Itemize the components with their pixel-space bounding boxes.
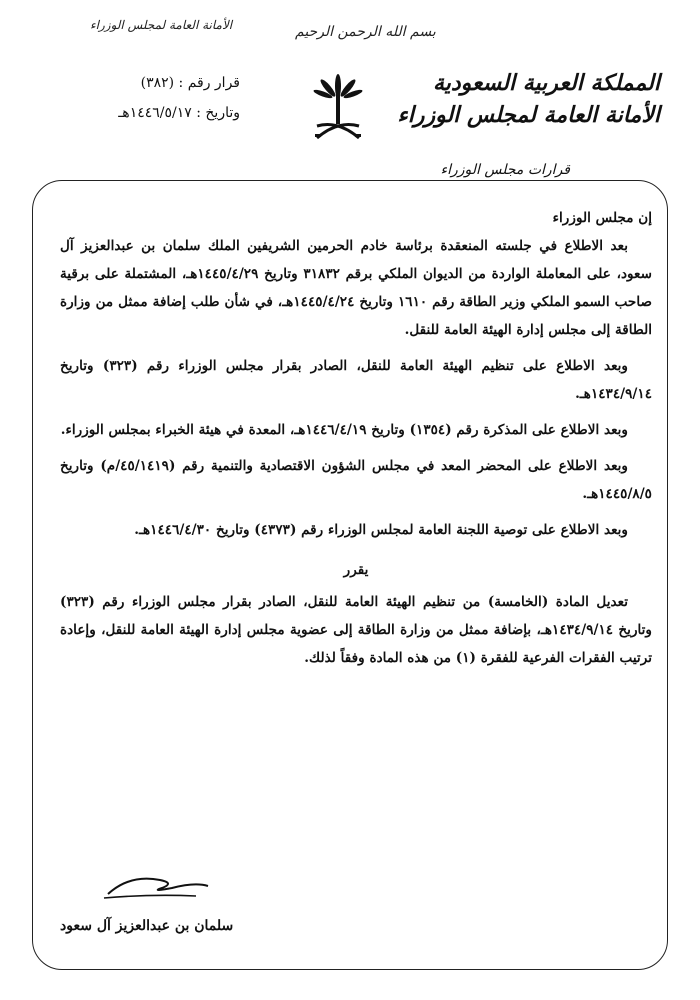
- signature-mark: [100, 868, 215, 904]
- paragraph: وبعد الاطلاع على تنظيم الهيئة العامة للنقل، الصادر بقرار مجلس الوزراء رقم (٣٢٣) وتاريخ ١٤٣٤/٩/١٤هـ.: [60, 358, 652, 402]
- signer-name: سلمان بن عبدالعزيز آل سعود: [60, 918, 234, 934]
- paragraph: وبعد الاطلاع على المذكرة رقم (١٣٥٤) وتاريخ ١٤٤٦/٤/١٩هـ، المعدة في هيئة الخبراء بمجلس الوزراء.: [60, 422, 628, 438]
- secretariat-name: الأمانة العامة لمجلس الوزراء: [397, 102, 660, 128]
- opening-line: إن مجلس الوزراء: [552, 210, 652, 226]
- document-body: [60, 204, 652, 680]
- paragraph: وبعد الاطلاع على توصية اللجنة العامة لمجلس الوزراء رقم (٤٣٧٣) وتاريخ ١٤٤٦/٤/٣٠هـ.: [134, 522, 628, 538]
- saudi-emblem-icon: [313, 72, 363, 144]
- basmala: بسم الله الرحمن الرحيم: [295, 24, 436, 40]
- decision-reference: [70, 68, 240, 128]
- resolution-text: تعديل المادة (الخامسة) من تنظيم الهيئة العامة للنقل، الصادر بقرار مجلس الوزراء رقم (٣٢٣) وتاريخ ١٤٣٤/٩/١٤هـ، بإضافة ممثل من وزارة الطاقة إلى عضوية مجلس إدارة الهيئة العامة للنقل، وإعادة ترتيب الفقرات الفرعية للفقرة (١) من هذه المادة وفقاً لذلك.: [60, 594, 652, 666]
- decides-heading: يقرر: [343, 562, 369, 578]
- decision-number: قرار رقم : (٣٨٢): [140, 75, 240, 91]
- paragraph: بعد الاطلاع في جلسته المنعقدة برئاسة خادم الحرمين الشريفين الملك سلمان بن عبدالعزيز آل سعود، على المعاملة الواردة من الديوان الملكي برقم ٣١٨٣٢ وتاريخ ١٤٤٥/٤/٢٩هـ، المشتملة على برقية صاحب السمو الملكي وزير الطاقة رقم ١٦١٠ وتاريخ ١٤٤٥/٤/٢٤هـ، في شأن طلب إضافة ممثل من وزارة الطاقة إلى مجلس إدارة الهيئة العامة للنقل.: [60, 238, 653, 338]
- kingdom-name: المملكة العربية السعودية: [432, 70, 660, 96]
- decision-date: وتاريخ : ١٤٤٦/٥/١٧هـ: [118, 105, 240, 121]
- top-left-calligraphy: الأمانة العامة لمجلس الوزراء: [90, 18, 233, 32]
- issuer-heading: [397, 70, 660, 128]
- document-type: قرارات مجلس الوزراء: [440, 162, 570, 178]
- paragraph: وبعد الاطلاع على المحضر المعد في مجلس الشؤون الاقتصادية والتنمية رقم (٤٥/١٤١٩/م) وتاريخ ١٤٤٥/٨/٥هـ.: [60, 458, 652, 502]
